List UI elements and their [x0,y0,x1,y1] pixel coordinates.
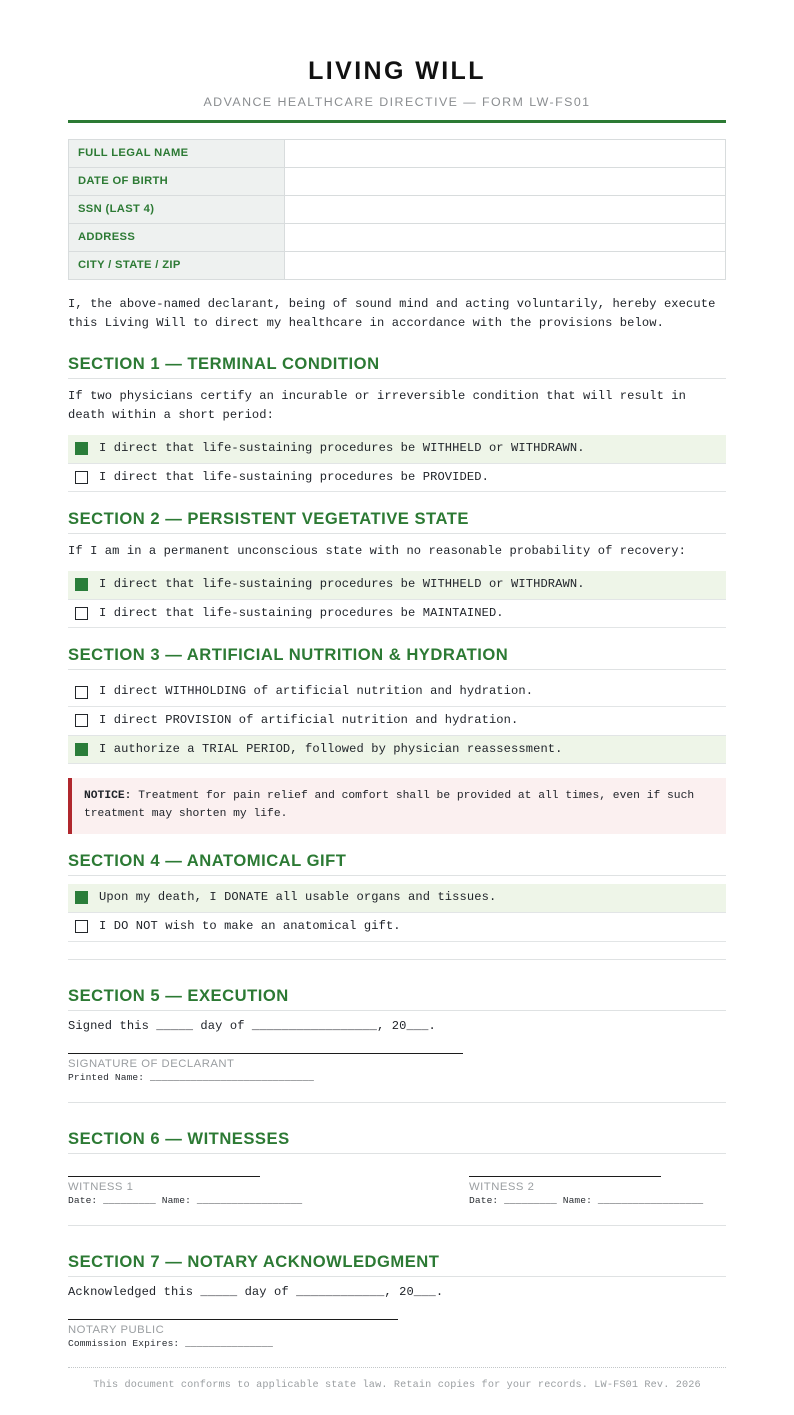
declarant-signature-line[interactable] [68,1053,463,1054]
document-header [68,58,726,123]
section-3-option-2[interactable] [68,707,726,736]
section-1-terminal-condition [68,354,726,493]
declarant-printed-name-line[interactable]: Printed Name: ____________________________ [68,1071,315,1083]
section-divider [68,959,726,960]
witness-1-signature-line[interactable] [68,1176,260,1177]
section-3-option-1[interactable] [68,678,726,707]
witness-2-block [469,1176,726,1206]
field-label-full-legal-name: FULL LEGAL NAME [69,139,285,167]
section-2-option-2[interactable] [68,600,726,629]
notice-label: NOTICE: [84,790,132,803]
section-2-option-2-label: I direct that life-sustaining procedures be MAINTAINED. [99,605,504,620]
witness-grid [68,1176,726,1206]
field-input-address[interactable] [285,223,726,251]
section-2-intro: If I am in a permanent unconscious state with no reasonable probability of recovery: [68,544,687,559]
checkbox-checked-icon[interactable] [75,891,88,904]
section-1-option-1-label: I direct that life-sustaining procedures be WITHHELD or WITHDRAWN. [99,440,585,455]
checkbox-unchecked-icon[interactable] [75,714,88,727]
checkbox-checked-icon[interactable] [75,578,88,591]
field-input-ssn-last-4[interactable] [285,195,726,223]
section-4-option-1-label: Upon my death, I DONATE all usable organs and tissues. [99,890,497,905]
checkbox-checked-icon[interactable] [75,442,88,455]
notary-caption: NOTARY PUBLIC [68,1323,165,1336]
section-3-option-3-label: I authorize a TRIAL PERIOD, followed by physician reassessment. [99,741,563,756]
table-row [69,167,726,195]
field-label-city-state-zip: CITY / STATE / ZIP [69,251,285,279]
section-3-option-3[interactable] [68,736,726,765]
notice-text [84,788,714,824]
notice-body: Treatment for pain relief and comfort shall be provided at all times, even if such treatment may shorten my life. [84,790,695,821]
section-4-heading: SECTION 4 — ANATOMICAL GIFT [68,851,347,871]
signed-date-line[interactable]: Signed this _____ day of _________________, 20___. [68,1018,436,1033]
section-6-witnesses [68,1129,726,1206]
field-input-date-of-birth[interactable] [285,167,726,195]
footer-text: This document conforms to applicable state law. Retain copies for your records. LW-FS01 Rev. 2026 [93,1379,701,1391]
section-3-artificial-nutrition-hydration [68,645,726,834]
table-row [69,223,726,251]
checkbox-checked-icon[interactable] [75,743,88,756]
section-1-intro: If two physicians certify an incurable or irreversible condition that will result in death within a short period: [68,388,687,423]
declarant-signature-caption: SIGNATURE OF DECLARANT [68,1057,235,1070]
section-1-option-2-label: I direct that life-sustaining procedures be PROVIDED. [99,469,489,484]
section-1-heading: SECTION 1 — TERMINAL CONDITION [68,353,380,373]
section-7-heading: SECTION 7 — NOTARY ACKNOWLEDGMENT [68,1251,440,1271]
field-input-city-state-zip[interactable] [285,251,726,279]
document-sheet [68,58,726,1415]
section-4-anatomical-gift [68,851,726,941]
header-accent-rule [68,120,726,123]
table-row [69,251,726,279]
section-1-rule [68,378,726,379]
section-5-heading: SECTION 5 — EXECUTION [68,985,289,1005]
acknowledged-date-line[interactable]: Acknowledged this _____ day of ____________, 20___. [68,1284,444,1299]
section-2-rule [68,533,726,534]
document-footer [68,1367,726,1415]
checkbox-unchecked-icon[interactable] [75,471,88,484]
witness-1-fields[interactable]: Date: _________ Name: __________________ [68,1194,303,1206]
section-4-option-2-label: I DO NOT wish to make an anatomical gift. [99,918,401,933]
section-2-option-1[interactable] [68,571,726,600]
declaration-paragraph: I, the above-named declarant, being of sound mind and acting voluntarily, hereby execute this Living Will to direct my healthcare in accordance with the provisions below. [68,296,716,331]
notice-callout [68,778,726,834]
section-4-option-2[interactable] [68,913,726,942]
notary-commission-line[interactable]: Commission Expires: _______________ [68,1337,274,1349]
section-divider [68,1225,726,1226]
checkbox-unchecked-icon[interactable] [75,920,88,933]
section-5-rule [68,1010,726,1011]
witness-1-block [68,1176,325,1206]
section-7-notary-acknowledgment [68,1252,726,1349]
section-1-option-1[interactable] [68,435,726,464]
page-title: LIVING WILL [308,57,486,85]
section-6-rule [68,1153,726,1154]
field-label-ssn-last-4: SSN (LAST 4) [69,195,285,223]
section-3-option-2-label: I direct PROVISION of artificial nutrition and hydration. [99,712,519,727]
table-row [69,195,726,223]
section-5-execution [68,986,726,1083]
section-3-rule [68,669,726,670]
section-2-heading: SECTION 2 — PERSISTENT VEGETATIVE STATE [68,509,469,529]
section-2-option-1-label: I direct that life-sustaining procedures be WITHHELD or WITHDRAWN. [99,576,585,591]
section-7-rule [68,1276,726,1277]
document-subtitle: ADVANCE HEALTHCARE DIRECTIVE — FORM LW-FS01 [203,94,591,109]
section-4-rule [68,875,726,876]
witness-2-caption: WITNESS 2 [469,1180,535,1193]
field-input-full-legal-name[interactable] [285,139,726,167]
checkbox-unchecked-icon[interactable] [75,607,88,620]
section-3-heading: SECTION 3 — ARTIFICIAL NUTRITION & HYDRATION [68,645,509,665]
section-6-heading: SECTION 6 — WITNESSES [68,1128,290,1148]
section-1-option-2[interactable] [68,464,726,493]
section-2-persistent-vegetative-state [68,509,726,628]
witness-2-signature-line[interactable] [469,1176,661,1177]
section-3-option-1-label: I direct WITHHOLDING of artificial nutrition and hydration. [99,684,534,699]
witness-1-caption: WITNESS 1 [68,1180,134,1193]
field-label-address: ADDRESS [69,223,285,251]
notary-signature-line[interactable] [68,1319,398,1320]
checkbox-unchecked-icon[interactable] [75,686,88,699]
declarant-identity-table [68,139,726,280]
section-divider [68,1102,726,1103]
section-4-option-1[interactable] [68,884,726,913]
table-row [69,139,726,167]
field-label-date-of-birth: DATE OF BIRTH [69,167,285,195]
witness-2-fields[interactable]: Date: _________ Name: __________________ [469,1194,704,1206]
